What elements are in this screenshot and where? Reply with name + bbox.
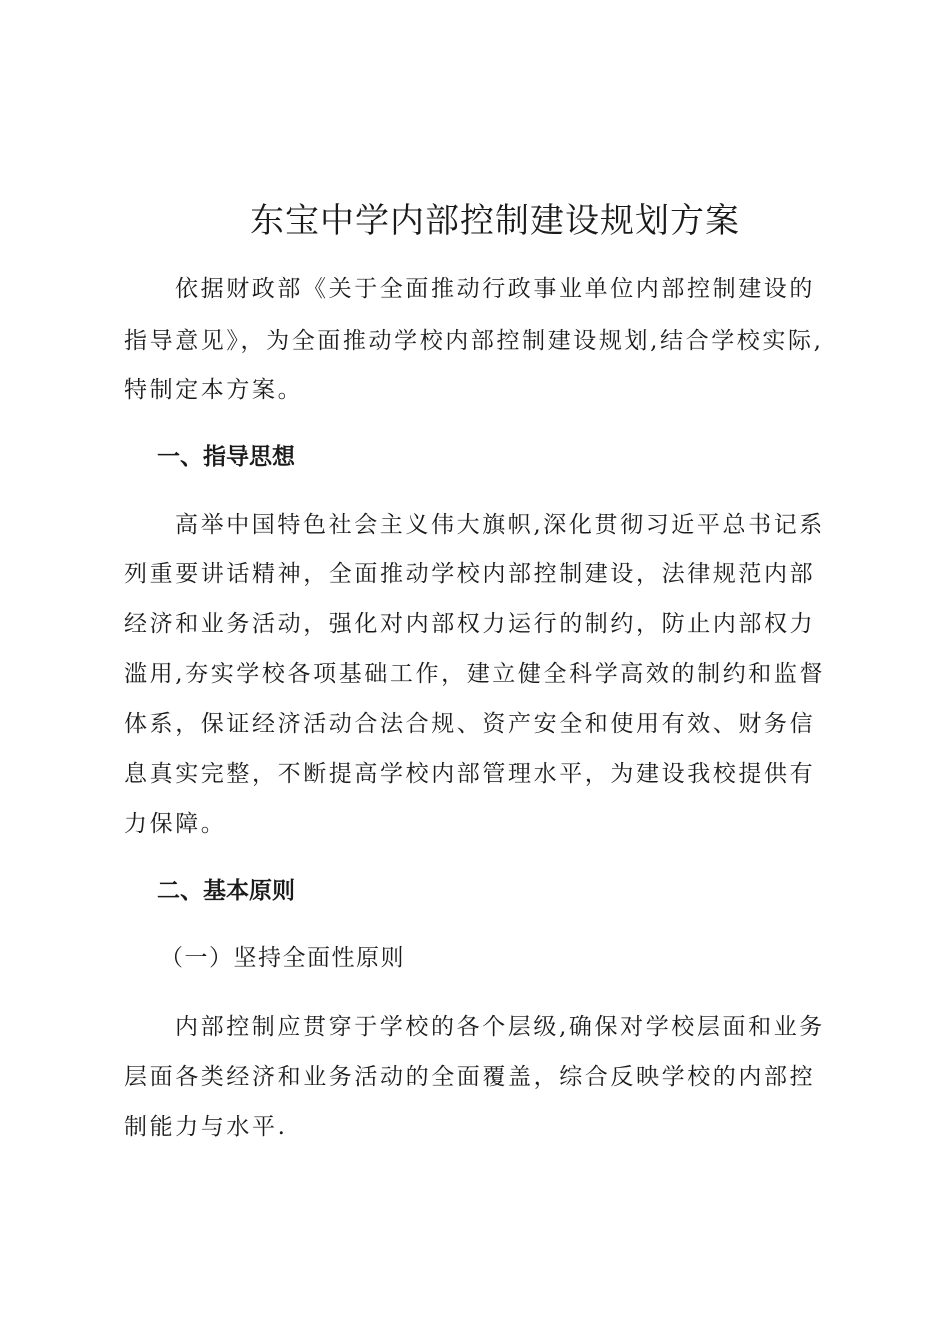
section-heading-basic-principles: 二、基本原则 bbox=[157, 878, 295, 904]
intro-line-3: 特制定本方案。 bbox=[124, 377, 304, 403]
intro-line-1: 依据财政部《关于全面推动行政事业单位内部控制建设的 bbox=[175, 276, 815, 302]
subsection1-line-1: 内部控制应贯穿于学校的各个层级,确保对学校层面和业务 bbox=[175, 1014, 825, 1040]
section1-line-3: 经济和业务活动，强化对内部权力运行的制约，防止内部权力 bbox=[124, 611, 816, 637]
section-heading-guiding-ideology: 一、指导思想 bbox=[157, 444, 295, 470]
subsection1-line-2: 层面各类经济和业务活动的全面覆盖，综合反映学校的内部控 bbox=[124, 1064, 816, 1090]
subsection-heading-comprehensiveness: （一）坚持全面性原则 bbox=[160, 945, 405, 971]
section1-line-4: 滥用,夯实学校各项基础工作，建立健全科学高效的制约和监督 bbox=[124, 661, 826, 687]
section1-line-1: 高举中国特色社会主义伟大旗帜,深化贯彻习近平总书记系 bbox=[175, 512, 825, 538]
intro-line-2: 指导意见》，为全面推动学校内部控制建设规划,结合学校实际, bbox=[124, 328, 824, 354]
section1-line-2: 列重要讲话精神，全面推动学校内部控制建设，法律规范内部 bbox=[124, 561, 816, 587]
section1-line-7: 力保障。 bbox=[124, 811, 227, 837]
section1-line-6: 息真实完整，不断提高学校内部管理水平，为建设我校提供有 bbox=[124, 761, 816, 787]
document-title: 东宝中学内部控制建设规划方案 bbox=[250, 201, 740, 241]
subsection1-line-3: 制能力与水平. bbox=[124, 1114, 288, 1140]
section1-line-5: 体系，保证经济活动合法合规、资产安全和使用有效、财务信 bbox=[124, 711, 816, 737]
